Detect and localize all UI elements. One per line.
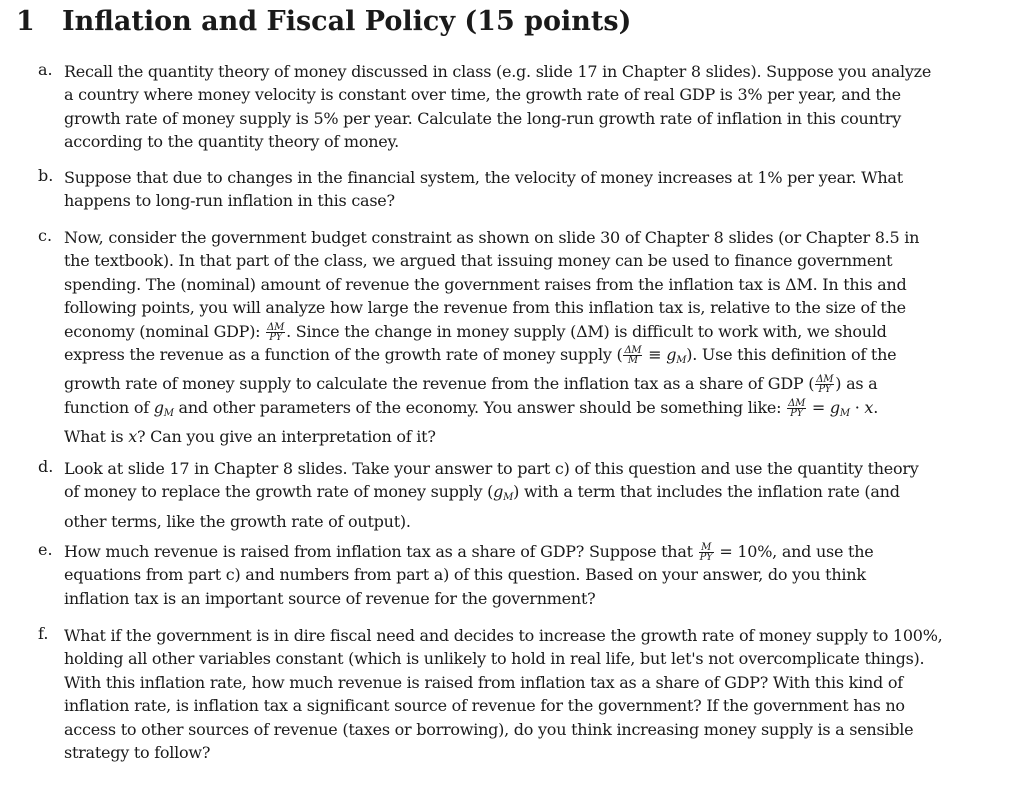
text-line: of money to replace the growth rate of money supply $(g_M)$ with a term that includes the inflation rate (and xyxy=(64,482,900,504)
text-line: holding all other variables constant (which is unlikely to hold in real life, but let's not overcomplicate things). xyxy=(64,649,925,669)
fraction-dm-over-py: $\frac{\Delta M}{PY}$ xyxy=(816,374,834,396)
text-line: How much revenue is raised from inflation tax as a share of GDP? Suppose that $\frac{M}{PY}$ = 10%, and use the xyxy=(64,542,874,563)
text-line: equations from part c) and numbers from part a) of this question. Based on your answer, do you think xyxy=(64,565,866,585)
text-line: What if the government is in dire fiscal need and decides to increase the growth rate of money supply to 100%, xyxy=(64,626,943,645)
section-title: Inflation and Fiscal Policy (15 points) xyxy=(62,6,632,37)
text-line: access to other sources of revenue (taxes or borrowing), do you think increasing money supply is a sensible xyxy=(64,719,914,739)
fraction-dm-over-py: $\frac{\Delta M}{PY}$ xyxy=(267,321,285,343)
question-e xyxy=(38,540,998,610)
text-line: growth rate of money supply is 5% per year. Calculate the long-run growth rate of inflation in this country xyxy=(64,108,902,128)
question-b xyxy=(38,166,998,213)
question-d xyxy=(38,457,998,533)
text-line: inflation rate, is inflation tax a significant source of revenue for the government? If the government has no xyxy=(64,696,905,716)
question-a xyxy=(38,60,998,154)
text-line: With this inflation rate, how much revenue is raised from inflation tax as a share of GDP? With this kind of xyxy=(64,672,903,692)
text-line: spending. The (nominal) amount of revenue the government raises from the inflation tax is ΔM. In this and xyxy=(64,274,907,294)
text-line: express the revenue as a function of the growth rate of money supply ( $\frac{\Delta M}{M}$ ≡ $g_M$). Use this definition of the xyxy=(64,345,897,367)
question-marker: c. xyxy=(38,226,53,245)
text-line: inflation tax is an important source of revenue for the government? xyxy=(64,588,596,608)
fraction-dm-over-m: $\frac{\Delta M}{M}$ xyxy=(624,345,642,367)
section-number: 1 xyxy=(16,6,35,37)
text-line: Now, consider the government budget constraint as shown on slide 30 of Chapter 8 slides (or Chapter 8.5 in xyxy=(64,228,920,247)
fraction-dm-over-py: $\frac{\Delta M}{PY}$ xyxy=(788,397,806,419)
text-line: Look at slide 17 in Chapter 8 slides. Take your answer to part c) of this question and use the quantity theory xyxy=(64,459,919,478)
text-line: according to the quantity theory of money. xyxy=(64,132,399,152)
text-line: other terms, like the growth rate of output). xyxy=(64,511,411,531)
question-marker: e. xyxy=(38,540,53,559)
text-line: happens to long-run inflation in this case? xyxy=(64,191,395,211)
question-marker: a. xyxy=(38,60,53,79)
question-marker: d. xyxy=(38,457,54,476)
section-heading xyxy=(16,6,631,37)
text-line: Recall the quantity theory of money discussed in class (e.g. slide 17 in Chapter 8 slides). Suppose you analyze xyxy=(64,62,932,81)
text-line: following points, you will analyze how large the revenue from this inflation tax is, relative to the size of the xyxy=(64,298,906,318)
text-line: growth rate of money supply to calculate the revenue from the inflation tax as a share of GDP ( $\frac{\Delta M}{PY}$ ) as a xyxy=(64,374,878,396)
text-line: strategy to follow? xyxy=(64,743,211,763)
question-f xyxy=(38,624,998,764)
text-line: function of $g_M$ and other parameters of the economy. You answer should be something like: $\frac{\Delta M}{PY}$ = $g_M \cdot x$. xyxy=(64,397,879,419)
text-line: economy (nominal GDP): $\frac{\Delta M}{PY}$ . Since the change in money supply (ΔM) is difficult to work with, we should xyxy=(64,321,887,343)
question-marker: f. xyxy=(38,624,49,643)
text-line: Suppose that due to changes in the financial system, the velocity of money increases at 1% per year. What xyxy=(64,168,903,187)
text-line: What is x? Can you give an interpretation of it? xyxy=(64,427,436,447)
question-marker: b. xyxy=(38,166,54,185)
fraction-m-over-py: $\frac{M}{PY}$ xyxy=(699,542,713,563)
text-line: a country where money velocity is constant over time, the growth rate of real GDP is 3% per year, and the xyxy=(64,85,901,105)
text-line: the textbook). In that part of the class, we argued that issuing money can be used to finance government xyxy=(64,251,893,271)
question-c xyxy=(38,226,998,449)
